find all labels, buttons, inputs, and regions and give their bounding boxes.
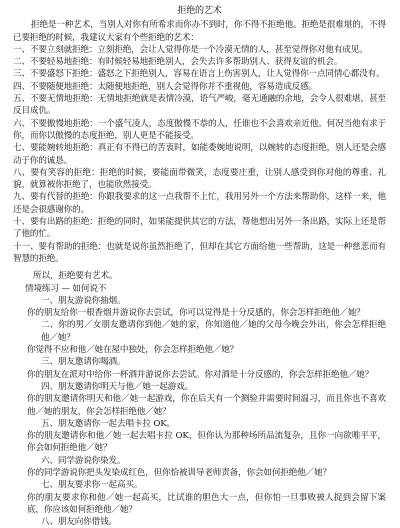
scenario-list [13, 295, 386, 528]
rule-item: 十一、要有帮助的拒绝：也就是说你虽然拒绝了，但却在其它方面给他一些帮助，这是一种慈悲而有智慧的拒绝。 [13, 241, 386, 264]
intro-paragraph: 拒绝是一种艺术，当别人对你有所希求而你办不到时，你不得不拒绝他。拒绝是很难堪的，不得已要拒绝的时候，我建议大家有个些拒绝的艺术： [13, 20, 386, 43]
scenario-heading: 四、朋友邀请你明天与他／她一起游戏。 [41, 381, 193, 392]
scenario-body: 你的朋友在派对中给你一杯酒并游说你去尝试。你对酒是十分反感的，你会怎样拒绝他／她？ [27, 369, 374, 380]
rules-list [13, 44, 386, 265]
scenario-body: 你的朋友邀请你和他／她一起去唱卡拉 OK，但你认为那种场所品流复杂，且你一向欲唯平平，你会如何拒绝他／她？ [27, 431, 386, 454]
rule-item: 五、不要无情地拒绝：无情地拒绝就是表情冷漠，语气严峻，毫无通融的余地，会令人很难堪，甚至反目成仇。 [13, 94, 386, 117]
scenario-heading: 六、同学游说你染发。 [41, 455, 126, 466]
rule-item: 一、不要立刻就拒绝：立刻拒绝，会让人觉得你是一个冷漠无情的人，甚至觉得你对他有成见。 [13, 44, 368, 55]
scenario-heading: 二、你的男／女朋友邀请你到他／她的家，你知道他／她的父母今晚会外出，你会怎样拒绝他／她？ [41, 320, 386, 343]
rule-item: 六、不要傲慢地拒绝：一个盛气凌人，态度傲慢不恭的人，任谁也不会喜欢亲近他。何况当他有求于你，而你以傲慢的态度拒绝，别人更是不能接受。 [13, 118, 386, 141]
scenario-body: 你的朋友给你一根香烟并游说你去尝试，你可以觉得是十分反感的，你会怎样拒绝他／她？ [27, 308, 365, 319]
scenario-body: 你的朋友要求你和他／她一起高买，比试谁的胆色大一点，但你怕一旦事败被人捉到会留下案底，你应该如何拒绝他／她？ [27, 492, 386, 515]
scenario-body: 你觉得不应和他／她在屋中独处，你会怎样拒绝他／她？ [27, 345, 239, 356]
rule-item: 八、要有笑容的拒绝：拒绝的时候，要能面带微笑，态度要庄重，让别人感受到你对他的尊重、礼貌，就算被你拒绝了，也能欣然接受。 [13, 167, 386, 191]
closing-line: 所以，拒绝要有艺术。 [33, 271, 118, 282]
document-title: 拒绝的艺术 [177, 6, 222, 16]
rule-item: 二、不要轻易地拒绝：有时候轻易地拒绝别人，会失去许多帮助别人、获得友谊的机会。 [13, 57, 343, 68]
rule-item: 十、要有出路的拒绝：拒绝的同时，如果能提供其它的方法，帮他想出另外一条出路，实际上还是帮了他的忙。 [13, 217, 386, 240]
rule-item: 四、不要随便地拒绝：太随便地拒绝，别人会觉得你并不重视他，容易造成反感。 [13, 81, 317, 92]
scenario-body: 你的朋友邀请你明天和他／她一起游戏，你在后天有一个测验并需要时间温习，而且你也不喜欢他／她的朋友，你会怎样拒绝他／她？ [27, 394, 386, 417]
rule-item: 三、不要盛怒下拒绝：盛怒之下拒绝别人，容易在语言上伤害别人，让人觉得你一点同情心都没有。 [13, 69, 385, 80]
rule-item: 七、要能婉转地拒绝：真正有不得已的苦衷时，如能委婉地说明，以婉转的态度拒绝，别人还是会感动于你的诚恳。 [13, 143, 386, 166]
rule-item: 九、要有代替的拒绝：你跟我要求的这一点我帮不上忙，我用另外一个方法来帮助你，这样一来，他还是会很感谢你的。 [13, 192, 386, 215]
scenario-heading: 三、朋友邀请你喝酒。 [41, 357, 126, 368]
scenario-heading: 五、朋友邀请你一起去唱卡拉 OK。 [41, 418, 175, 429]
scenario-heading: 七、朋友要求你一起高买。 [41, 480, 143, 491]
practice-title: 情境练习 — 如何说不 [25, 283, 107, 294]
scenario-body: 你的同学游说你把头发染成红色，但你恰被训导老师责备，你会如何拒绝他／她？ [27, 467, 331, 478]
scenario-heading: 一、朋友游说你抽烟。 [41, 295, 126, 306]
scenario-heading: 八、朋友向你借钱。 [41, 517, 117, 528]
